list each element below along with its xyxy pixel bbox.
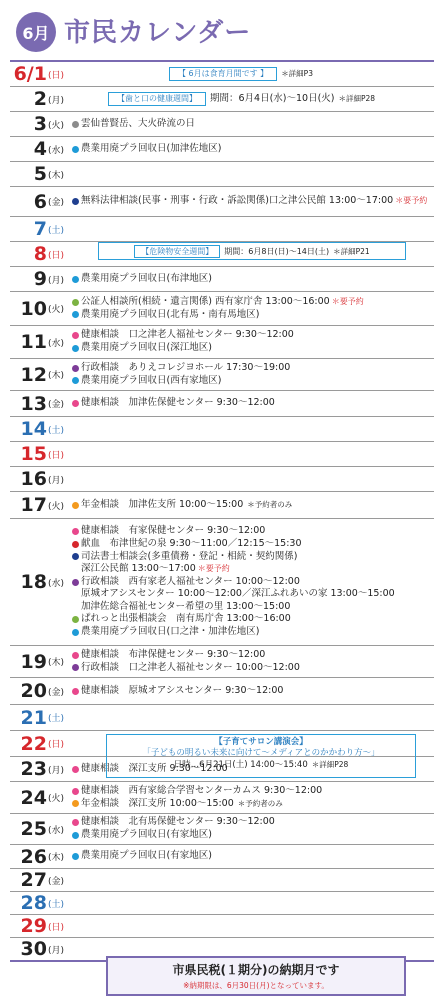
calendar-row: [10, 845, 434, 869]
day-of-week: (日): [47, 922, 64, 933]
cyan-dot-icon: [72, 276, 79, 283]
day-number: 15: [20, 443, 47, 465]
event-text: 行政相談 西有家老人福祉センター 10:00〜12:00: [81, 575, 300, 587]
day-number: 23: [20, 758, 47, 780]
events: [72, 137, 430, 161]
calendar-row: [10, 442, 434, 467]
navy-dot-icon: [72, 198, 79, 205]
pink-dot-icon: [72, 688, 79, 695]
day-of-week: (木): [47, 658, 64, 668]
day-of-week: (木): [47, 371, 64, 381]
calendar-row: [10, 267, 434, 292]
day-label: [10, 162, 68, 186]
calendar-row: [10, 187, 434, 217]
calendar-row: [10, 782, 434, 814]
gray-dot-icon: [72, 121, 79, 128]
day-number: 9: [33, 268, 47, 290]
event-text: 健康相談 深江支所 9:30〜12:00: [81, 762, 228, 774]
day-label: [10, 137, 68, 161]
events: [72, 62, 430, 86]
event-text: 健康相談 加津佐保健センター 9:30〜12:00: [81, 397, 275, 409]
day-number: 18: [20, 571, 47, 593]
day-of-week: (金): [47, 876, 64, 887]
reservation-note: ＊要予約: [395, 196, 428, 206]
reservation-note: ＊要予約: [197, 564, 230, 574]
day-number: 24: [20, 786, 47, 809]
day-of-week: (日): [47, 740, 64, 750]
day-of-week: (土): [47, 714, 64, 724]
day-of-week: (金): [47, 400, 64, 410]
detail-note: ＊詳細P21: [333, 246, 370, 256]
event-text: 年金相談 加津佐支所 10:00〜15:00: [81, 498, 244, 510]
day-label: [10, 359, 68, 390]
day-label: [10, 242, 68, 266]
day-number: 7: [33, 218, 47, 240]
events: [72, 646, 430, 677]
purple-dot-icon: [72, 664, 79, 671]
calendar-row: [10, 359, 434, 391]
event-text: 公証人相談所(相続・遺言関係) 西有家庁舎 13:00〜16:00: [81, 295, 330, 307]
event-text: 献血 布津世紀の泉 9:30〜11:00／12:15〜15:30: [81, 537, 302, 549]
calendar-row: [10, 217, 434, 242]
reservation-note: ＊要予約: [331, 296, 364, 306]
day-of-week: (木): [47, 853, 64, 863]
pink-dot-icon: [72, 819, 79, 826]
pink-dot-icon: [72, 766, 79, 773]
day-of-week: (水): [47, 338, 64, 349]
calendar-row: [10, 137, 434, 162]
day-of-week: (火): [47, 501, 64, 512]
page-title: 市民カレンダー: [64, 18, 252, 48]
event-text: 健康相談 口之津老人福祉センター 9:30〜12:00: [81, 329, 294, 341]
event-text: 司法書士相談会(多重債務・登記・相続・契約関係): [81, 550, 298, 562]
day-of-week: (日): [47, 450, 64, 461]
red-dot-icon: [72, 541, 79, 548]
cyan-dot-icon: [72, 853, 79, 860]
calendar-row: [10, 391, 434, 417]
cyan-dot-icon: [72, 832, 79, 839]
day-of-week: (日): [47, 70, 64, 81]
event-text: 健康相談 布津保健センター 9:30〜12:00: [81, 648, 266, 660]
day-number: 10: [20, 297, 47, 320]
calendar-row: [10, 678, 434, 705]
day-number: 12: [20, 363, 47, 386]
pink-dot-icon: [72, 332, 79, 339]
day-label: [10, 757, 68, 781]
day-label: [10, 62, 68, 86]
green-dot-icon: [72, 299, 79, 306]
notice-badge: 【歯と口の健康週間】: [108, 92, 206, 106]
event-text: 健康相談 原城オアシスセンター 9:30〜12:00: [81, 684, 284, 696]
cyan-dot-icon: [72, 311, 79, 318]
calendar-row: [10, 112, 434, 137]
month-badge: 6月: [16, 12, 56, 52]
detail-note: ＊詳細P3: [281, 68, 313, 78]
lecture-title: 【子育てサロン講演会】: [214, 737, 308, 747]
day-number: 16: [20, 468, 47, 490]
day-of-week: (土): [47, 225, 64, 236]
event-text: 農業用廃プラ回収日(有家地区): [81, 829, 212, 840]
day-label: [10, 869, 68, 891]
day-label: [10, 678, 68, 704]
pink-dot-icon: [72, 400, 79, 407]
navy-dot-icon: [72, 553, 79, 560]
calendar-row: [10, 467, 434, 492]
day-label: [10, 417, 68, 441]
event-text: 農業用廃プラ回収日(有家地区): [81, 850, 212, 862]
green-dot-icon: [72, 616, 79, 623]
day-of-week: (土): [47, 425, 64, 436]
day-label: [10, 892, 68, 914]
event-text: 農業用廃プラ回収日(深江地区): [81, 342, 212, 353]
event-text: 年金相談 深江支所 10:00〜15:00: [81, 797, 234, 809]
calendar-row: [10, 869, 434, 892]
header: [0, 0, 444, 56]
event-text: 行政相談 口之津老人福祉センター 10:00〜12:00: [81, 661, 300, 673]
day-number: 29: [20, 915, 47, 937]
day-label: [10, 217, 68, 241]
day-number: 27: [20, 869, 47, 891]
cyan-dot-icon: [72, 377, 79, 384]
notice-badge: 【危険物安全週間】: [134, 245, 220, 258]
calendar-row: [10, 162, 434, 187]
tax-subtitle: ※納期限は、6月30日(月)となっています。: [183, 981, 329, 990]
day-of-week: (火): [47, 794, 64, 804]
day-of-week: (月): [47, 95, 64, 106]
calendar-row: [10, 326, 434, 359]
events: [72, 359, 430, 390]
event-text: 農業用廃プラ回収日(布津地区): [81, 272, 212, 284]
day-number: 3: [33, 113, 47, 135]
day-number: 21: [20, 706, 47, 729]
calendar-row: [10, 892, 434, 915]
calendar-row: [10, 646, 434, 678]
day-number: 4: [33, 138, 47, 160]
event-text: 加津佐総合福祉センター希望の里 13:00〜15:00: [81, 600, 291, 612]
tax-title: 市県民税(１期分)の納期月です: [172, 963, 340, 977]
day-number: 8: [33, 243, 47, 265]
calendar-row: [10, 62, 434, 87]
day-number: 17: [20, 494, 47, 516]
calendar-row: [10, 814, 434, 845]
day-label: [10, 112, 68, 136]
events: [72, 267, 430, 291]
detail-note: ＊詳細P28: [338, 93, 376, 103]
tax-notice-box: [106, 956, 406, 996]
event-text: 農業用廃プラ回収日(西有家地区): [81, 374, 222, 386]
calendar-row: [10, 87, 434, 112]
orange-dot-icon: [72, 502, 79, 509]
event-text: 雲仙普賢岳、大火砕流の日: [81, 117, 196, 129]
day-number: 26: [20, 845, 47, 868]
day-of-week: (月): [47, 275, 64, 286]
events: [72, 678, 430, 704]
purple-dot-icon: [72, 365, 79, 372]
day-of-week: (火): [47, 120, 64, 131]
events: [72, 112, 430, 136]
purple-dot-icon: [72, 579, 79, 586]
events: [72, 782, 430, 813]
events: [72, 87, 430, 111]
day-label: [10, 705, 68, 730]
notice-badge: 【 6月は食育月間です 】: [169, 67, 277, 81]
orange-dot-icon: [72, 800, 79, 807]
day-label: [10, 915, 68, 937]
day-label: [10, 938, 68, 960]
day-number: 6: [33, 190, 47, 213]
childcare-lecture-box: [106, 734, 416, 778]
event-text: 無料法律相談(民事・刑事・行政・訴訟関係)口之津公民館 13:00〜17:00: [81, 195, 394, 207]
pink-dot-icon: [72, 652, 79, 659]
day-number: 5: [33, 163, 47, 185]
event-text: 行政相談 ありえコレジヨホール 17:30〜19:00: [81, 361, 291, 373]
pink-dot-icon: [72, 788, 79, 795]
day-number: 20: [20, 680, 47, 702]
day-of-week: (木): [47, 170, 64, 181]
event-text: 期間：6月8日(日)〜14日(土): [224, 246, 330, 256]
day-number: 14: [20, 418, 47, 440]
day-label: [10, 326, 68, 358]
day-of-week: (水): [47, 825, 64, 836]
day-number: 19: [20, 650, 47, 673]
events: [72, 519, 430, 645]
day-label: [10, 731, 68, 756]
day-number: 11: [20, 331, 47, 353]
calendar-row: [10, 915, 434, 938]
events: [72, 814, 430, 844]
events: [72, 492, 430, 518]
events: [72, 292, 430, 325]
day-label: [10, 187, 68, 216]
cyan-dot-icon: [72, 345, 79, 352]
day-number: 2: [33, 88, 47, 110]
day-label: [10, 492, 68, 518]
day-label: [10, 646, 68, 677]
day-of-week: (火): [47, 305, 64, 315]
day-number: 13: [20, 392, 47, 415]
event-text: 日時…6月21日(土) 14:00〜15:40: [173, 760, 308, 770]
event-text: 農業用廃プラ回収日(加津佐地区): [81, 142, 222, 154]
event-text: 原城オアシスセンター 10:00〜12:00／深江ふれあいの家 13:00〜15:00: [81, 588, 395, 600]
day-label: [10, 391, 68, 416]
events: [72, 845, 430, 868]
day-label: [10, 814, 68, 844]
pink-dot-icon: [72, 528, 79, 535]
day-label: [10, 442, 68, 466]
cyan-dot-icon: [72, 629, 79, 636]
day-number: 28: [20, 892, 47, 914]
reservation-note: ＊予約者のみ: [247, 499, 293, 509]
day-of-week: (日): [47, 250, 64, 261]
reservation-note: ＊予約者のみ: [237, 798, 283, 808]
day-number: 6/1: [13, 63, 47, 85]
event-text: 農業用廃プラ回収日(北有馬・南有馬地区): [81, 308, 260, 320]
day-of-week: (土): [47, 899, 64, 910]
day-number: 30: [20, 938, 47, 960]
hazard-week-box: [98, 242, 406, 260]
day-label: [10, 845, 68, 868]
event-text: 健康相談 西有家総合学習センターカムス 9:30〜12:00: [81, 784, 323, 796]
day-of-week: (水): [47, 578, 64, 589]
calendar-row: [10, 417, 434, 442]
cyan-dot-icon: [72, 146, 79, 153]
day-number: 22: [20, 732, 47, 755]
day-of-week: (月): [47, 475, 64, 486]
day-of-week: (金): [47, 687, 64, 698]
events: [72, 391, 430, 416]
event-text: ぱれっと出張相談会 南有馬庁舎 13:00〜16:00: [81, 613, 291, 625]
lecture-subtitle: 「子どもの明るい未来に向けて〜メディアとのかかわり方〜」: [142, 748, 380, 758]
day-of-week: (月): [47, 945, 64, 956]
calendar-row: [10, 492, 434, 519]
day-number: 25: [20, 818, 47, 840]
events: [72, 162, 430, 186]
calendar-row: [10, 705, 434, 731]
event-text: 期間：6月4日(水)〜10日(火): [210, 92, 335, 104]
day-label: [10, 519, 68, 645]
events: [72, 187, 430, 216]
event-text: 農業用廃プラ回収日(口之津・加津佐地区): [81, 626, 260, 638]
detail-note: ＊詳細P28: [311, 760, 349, 769]
day-of-week: (金): [47, 198, 64, 208]
event-text: 健康相談 北有馬保健センター 9:30〜12:00: [81, 816, 275, 828]
day-label: [10, 87, 68, 111]
day-of-week: (水): [47, 145, 64, 156]
event-text: 深江公民館 13:00〜17:00: [81, 563, 196, 575]
events: [72, 326, 430, 358]
day-label: [10, 292, 68, 325]
day-label: [10, 267, 68, 291]
calendar: [10, 60, 434, 990]
day-of-week: (月): [47, 765, 64, 776]
day-label: [10, 467, 68, 491]
event-text: 健康相談 有家保健センター 9:30〜12:00: [81, 525, 266, 537]
calendar-row: [10, 519, 434, 646]
day-label: [10, 782, 68, 813]
calendar-row: [10, 292, 434, 326]
